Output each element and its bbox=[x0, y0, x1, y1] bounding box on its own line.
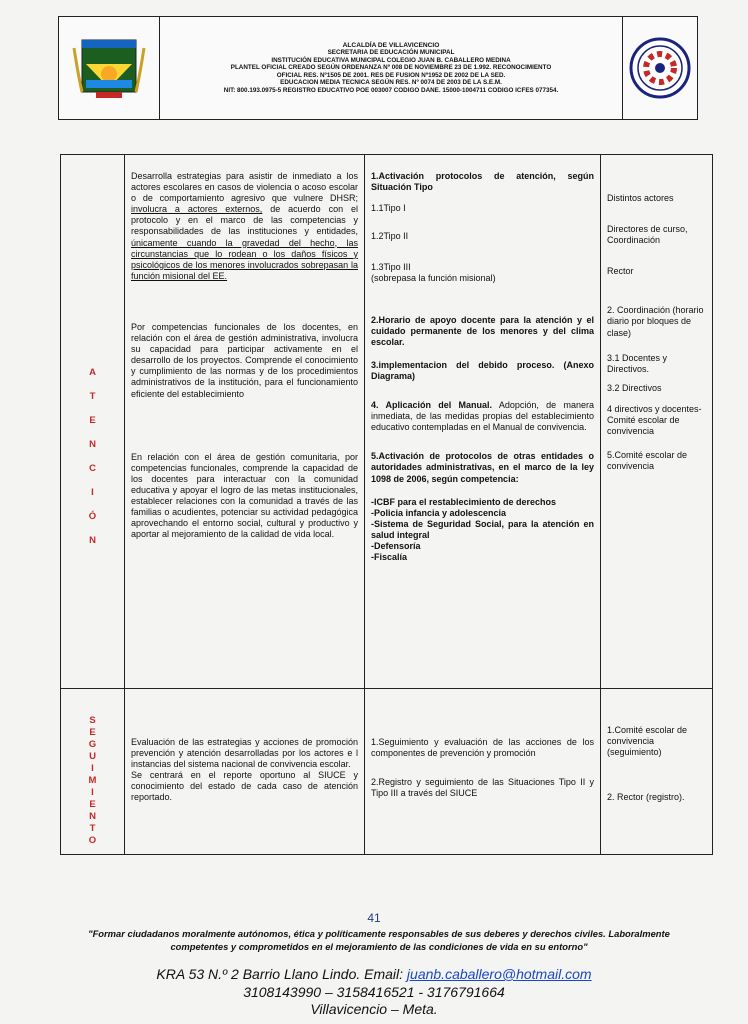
header-line: OFICIAL RES. Nº1505 DE 2001. RES DE FUSION Nº1952 DE 2002 DE LA SED. bbox=[276, 71, 506, 79]
description-paragraph: En relación con el área de gestión comunitaria, por competencias funcionales, comprende la capacidad de los docentes para interactuar con la comunidad educativa y apoyar el logro de las metas institucionales, establecer relaciones con la comunidad a través de las familias o acudientes, potenciar su actividad pedagógica aprovechando el entorno social, cultural y productivo y aportar al mejoramiento de la calidad de vida local. bbox=[131, 451, 358, 540]
action-item: 4. Aplicación del Manual. Adopción, de manera inmediata, de las medidas propias del establecimiento educativo contempladas en el Manual de convivencia. bbox=[371, 400, 594, 433]
letterhead-text bbox=[160, 17, 622, 119]
page-number: 41 bbox=[367, 911, 381, 925]
responsible-item: 2. Coordinación (horario diario por bloques de clase) bbox=[607, 305, 704, 338]
stage-label-atencion: A T E N C I Ó N bbox=[88, 367, 97, 546]
action-item: 3.implementacion del debido proceso. (Anexo Diagrama) bbox=[371, 359, 594, 381]
stage-label-cell bbox=[61, 689, 125, 855]
responsible-cell bbox=[601, 689, 713, 855]
header-line: PLANTEL OFICIAL CREADO SEGÚN ORDENANZA Nº 008 DE NOVIEMBRE 23 DE 1.992. RECONOCIMIENTO bbox=[230, 64, 552, 72]
action-item: 2.Registro y seguimiento de las Situaciones Tipo II y Tipo III a través del SIUCE bbox=[371, 777, 594, 799]
action-item: 2.Horario de apoyo docente para la atención y el cuidado permanente de los menores y del clima escolar. bbox=[371, 314, 594, 347]
header-line: INSTITUCIÓN EDUCATIVA MUNICIPAL COLEGIO JUAN B. CABALLERO MEDINA bbox=[271, 56, 511, 64]
action-item: (sobrepasa la función misional) bbox=[371, 273, 496, 284]
responsible-item: 1.Comité escolar de convivencia (seguimiento) bbox=[607, 725, 688, 758]
institution-motto: "Formar ciudadanos moralmente autónomos, ética y políticamente responsables de sus deberes y derechos civiles. Laboralmente competentes y comprometidos en el mejoramiento de las condiciones de vida en su entorno" bbox=[88, 928, 670, 952]
institution-seal-logo bbox=[622, 17, 697, 119]
responsible-item: 5.Comité escolar de convivencia bbox=[607, 450, 688, 472]
action-item: -Defensoría bbox=[371, 540, 421, 551]
description-cell bbox=[125, 155, 365, 689]
description-paragraph: Se centrará en el reporte oportuno al SIUCE y conocimiento del estado de cada caso de atención reportado. bbox=[131, 770, 358, 803]
actions-cell bbox=[365, 155, 601, 689]
action-item: -Sistema de Seguridad Social, para la atención en salud integral bbox=[371, 518, 594, 540]
responsible-item: 4 directivos y docentes-Comité escolar de convivencia bbox=[607, 403, 702, 437]
responsible-item: Rector bbox=[607, 266, 634, 277]
action-item: 1.Seguimiento y evaluación de las acciones de los componentes de prevención y promoción bbox=[371, 737, 594, 759]
action-item: 1.Activación protocolos de atención, según Situación Tipo bbox=[371, 171, 594, 193]
description-paragraph: Desarrolla estrategias para asistir de inmediato a los actores escolares en casos de violencia o acoso escolar o de comportamiento agresivo que vulnere DHSR; involucra a actores externos, de acuerdo con el protocolo y en el marco de las competencias y responsabilidades de las instituciones y entidades, únicamente cuando la gravedad del hecho, las circunstancias que lo rodean o los daños físicos y psicológicos de los menores involucrados sobrepasan la función misional del EE. bbox=[131, 171, 358, 281]
contact-address: KRA 53 N.º 2 Barrio Llano Lindo. Email: juanb.caballero@hotmail.com 3108143990 – 3158416521 - 3176791664 Villavicencio – Meta. bbox=[0, 966, 748, 1019]
email-link[interactable]: juanb.caballero@hotmail.com bbox=[406, 966, 592, 982]
action-item: 1.1Tipo I bbox=[371, 203, 406, 214]
action-item: -Policia infancia y adolescencia bbox=[371, 507, 507, 518]
city: Villavicencio – Meta. bbox=[310, 1001, 438, 1017]
header-line: EDUCACION MEDIA TECNICA SEGÚN RES. Nº 0074 DE 2003 DE LA S.E.M. bbox=[280, 79, 502, 87]
action-item: -Fiscalía bbox=[371, 552, 408, 563]
header-line: SECRETARIA DE EDUCACIÓN MUNICIPAL bbox=[327, 49, 455, 57]
description-paragraph: Evaluación de las estrategias y acciones de promoción prevención y atención desarrolladas por los actores e l instancias del sistema nacional de convivencia escolar. bbox=[131, 737, 358, 770]
header-line: NIT: 800.193.0975-5 REGISTRO EDUCATIVO POE 003007 CODIGO DANE. 15000-1004711 CODIGO ICFES 077354. bbox=[223, 86, 559, 94]
table-row-atencion bbox=[61, 155, 713, 689]
actions-cell bbox=[365, 689, 601, 855]
phone-numbers: 3108143990 – 3158416521 - 3176791664 bbox=[243, 983, 505, 1000]
table-row-seguimiento bbox=[61, 689, 713, 855]
description-cell bbox=[125, 689, 365, 855]
action-item: 1.2Tipo II bbox=[371, 231, 409, 242]
action-item: -ICBF para el restablecimiento de derechos bbox=[371, 496, 557, 507]
description-paragraph: Por competencias funcionales de los docentes, en relación con el área de gestión administrativa, involucra su capacidad para participar activamente en el desarrollo de los proyectos. Comprende el conocimiento y cumplimiento de las normas y de los procedimientos administrativos de la institución, para el funcionamiento eficiente del establecimiento bbox=[131, 321, 358, 399]
responsible-item: Directores de curso, Coordinación bbox=[607, 224, 688, 246]
header-line: ALCALDÍA DE VILLAVICENCIO bbox=[342, 42, 440, 50]
responsible-cell bbox=[601, 155, 713, 689]
responsible-item: 2. Rector (registro). bbox=[607, 792, 685, 803]
school-crest-logo bbox=[59, 17, 160, 119]
responsible-item: Distintos actores bbox=[607, 193, 674, 203]
responsible-item: 3.2 Directivos bbox=[607, 382, 662, 393]
stage-label-seguimiento: S E G U I M I E N T O bbox=[88, 715, 97, 846]
protocol-table bbox=[60, 154, 713, 855]
stage-label-cell bbox=[61, 155, 125, 689]
responsible-item: 3.1 Docentes y Directivos. bbox=[607, 352, 668, 374]
letterhead bbox=[58, 16, 698, 120]
action-item: 1.3Tipo III bbox=[371, 262, 411, 273]
action-item: 5.Activación de protocolos de otras entidades o autoridades administrativas, en el marco de la ley 1098 de 2006, según competencia: bbox=[371, 451, 594, 484]
